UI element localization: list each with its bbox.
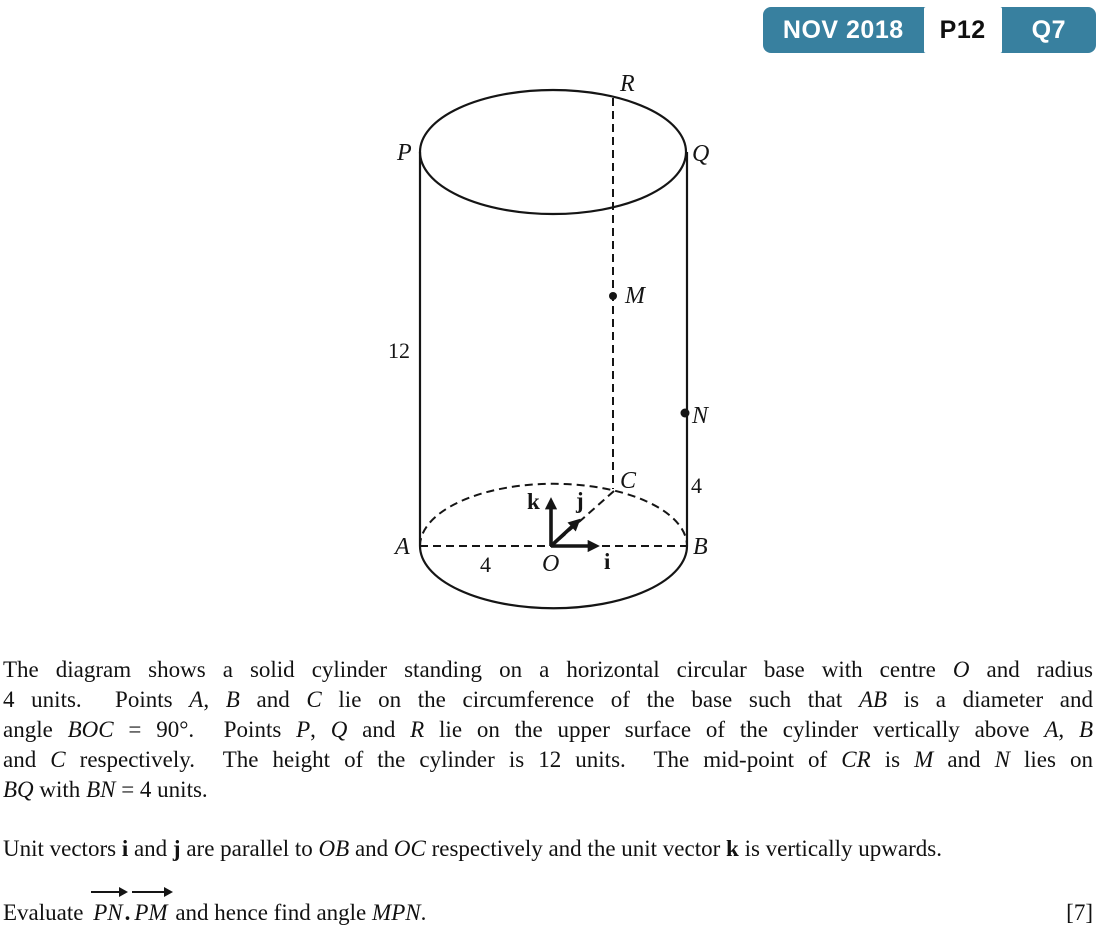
text-segment: are parallel to [180,836,319,861]
text-segment: and [933,747,995,772]
label-unit-vector-i: i [604,549,611,574]
text-segment: B [225,687,240,712]
text-segment: M [914,747,934,772]
text-segment: and [347,717,411,742]
question-ref-badge [763,7,1096,53]
text-segment: = 4 units. [115,777,208,802]
cylinder-base-front-arc [420,546,687,608]
label-B: B [693,534,708,560]
text-segment: N [994,747,1010,772]
text-segment: AB [858,687,888,712]
text-segment: Evaluate [3,900,90,925]
text-segment: , [310,717,331,742]
label-Q: Q [692,141,710,167]
text-segment: and radius [969,657,1093,682]
text-segment: lie on the circumference of the base such that [321,687,859,712]
text-segment: MPN [372,900,421,925]
label-N: N [692,403,709,429]
text-segment: 4 units. Points [3,687,190,712]
problem-paragraph-2 [3,834,1093,864]
text-segment: and [3,747,51,772]
text-segment: The diagram shows a solid cylinder standing on a horizontal circular base with centre [3,657,953,682]
text-segment: BOC [67,717,114,742]
text-segment: . [420,900,427,925]
question-text [3,898,426,928]
text-segment: PN [91,898,124,928]
paragraph-line [3,655,1093,685]
point-M-dot [609,292,617,300]
text-segment: , [203,687,226,712]
label-O: O [542,551,560,577]
badge-session: NOV 2018 [782,15,904,44]
problem-paragraph-1 [3,655,1093,805]
paragraph-line [3,715,1093,745]
text-segment: is [870,747,915,772]
line-CO-dashed [553,491,614,545]
text-segment: is a diameter and [887,687,1093,712]
text-segment: with [33,777,87,802]
text-segment: BQ [3,777,34,802]
text-segment: = 90°. Points [113,717,297,742]
text-segment: P [296,717,311,742]
label-radius-4: 4 [480,552,491,577]
badge-paper: P12 [924,7,1002,53]
text-segment: A [1044,717,1059,742]
text-segment: . [124,900,131,925]
label-height-12: 12 [388,338,410,363]
label-P: P [397,140,412,166]
label-R: R [620,71,635,97]
badge-question-number: Q7 [1031,15,1066,44]
label-unit-vector-k: k [527,489,540,514]
label-A: A [395,534,410,560]
text-segment: i [121,836,129,861]
text-segment: and [128,836,173,861]
text-segment: is vertically upwards. [738,836,942,861]
text-segment: OC [393,836,426,861]
text-segment: CR [841,747,871,772]
text-segment: lie on the upper surface of the cylinder vertically above [424,717,1045,742]
paragraph-line [3,745,1093,775]
text-segment: Unit vectors [3,836,122,861]
cylinder-top-ellipse [420,90,686,214]
text-segment: , [1058,717,1079,742]
text-segment: respectively. The height of the cylinder is 12 units. The mid-point of [65,747,842,772]
text-segment: k [726,836,739,861]
label-C: C [620,468,637,494]
text-segment: C [50,747,66,772]
text-segment: A [189,687,204,712]
text-segment: Q [330,717,348,742]
paragraph-line [3,685,1093,715]
text-segment: OB [318,836,350,861]
label-M: M [625,283,645,309]
text-segment: and [349,836,394,861]
text-segment: respectively and the unit vector [425,836,727,861]
point-N-dot [681,409,690,418]
text-segment: and [239,687,307,712]
text-segment: O [952,657,970,682]
text-segment: j [172,836,181,861]
paragraph-line [3,775,1093,805]
text-segment: C [306,687,322,712]
text-segment: R [410,717,425,742]
marks-badge: [7] [1066,900,1093,925]
text-segment: B [1078,717,1094,742]
vector-j-arrow [551,522,577,546]
text-segment: PM [132,898,169,928]
paragraph-line [3,834,1093,864]
text-segment: BN [86,777,116,802]
cylinder-base-back-arc [420,484,687,546]
text-segment: and hence find angle [169,900,373,925]
label-unit-vector-j: j [576,488,584,513]
text-segment: angle [3,717,68,742]
question-line [3,898,1093,928]
label-BN-4: 4 [691,473,702,498]
text-segment: lies on [1009,747,1093,772]
